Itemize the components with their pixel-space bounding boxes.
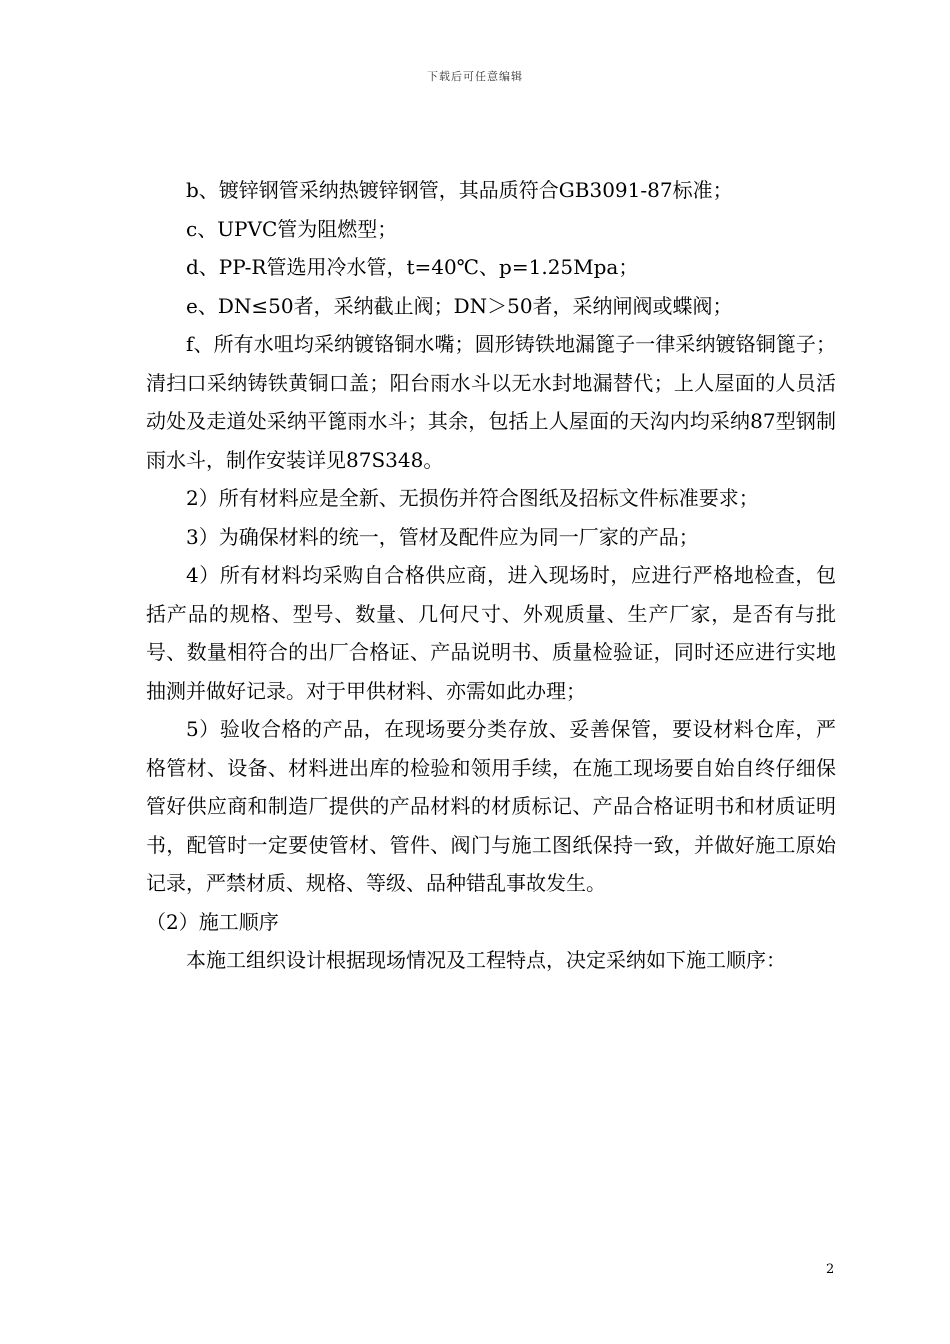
paragraph-point-4: 4）所有材料均采购自合格供应商，进入现场时，应进行严格地检查，包括产品的规格、型号、数量、几何尺寸、外观质量、生产厂家，是否有与批号、数量相符合的出厂合格证、产品说明书、质量检验证，同时还应进行实地抽测并做好记录。对于甲供材料、亦需如此办理； — [146, 563, 836, 703]
paragraph-point-3: 3）为确保材料的统一，管材及配件应为同一厂家的产品； — [186, 524, 699, 549]
document-body — [146, 171, 836, 980]
paragraph-point-5: 5）验收合格的产品，在现场要分类存放、妥善保管，要设材料仓库，严格管材、设备、材料进出库的检验和领用手续，在施工现场要自始自终仔细保管好供应商和制造厂提供的产品材料的材质标记、产品合格证明书和材质证明书，配管时一定要使管材、管件、阀门与施工图纸保持一致，并做好施工原始记录，严禁材质、规格、等级、品种错乱事故发生。 — [146, 717, 836, 895]
paragraph-item-b: b、镀锌钢管采纳热镀锌钢管，其品质符合GB3091-87标准； — [186, 178, 733, 202]
paragraph-item-e: e、DN≤50者，采纳截止阀；DN＞50者，采纳闸阀或蝶阀； — [186, 293, 733, 318]
paragraph-item-f: f、所有水咀均采纳镀铬铜水嘴；圆形铸铁地漏篦子一律采纳镀铬铜篦子；清扫口采纳铸铁黄铜口盖；阳台雨水斗以无水封地漏替代；上人屋面的人员活动处及走道处采纳平篦雨水斗；其余，包括上人屋面的天沟内均采纳87型钢制雨水斗，制作安装详见87S348。 — [146, 332, 836, 472]
paragraph-item-d: d、PP-R管选用冷水管，t=40℃、p=1.25Mpa； — [186, 255, 639, 279]
paragraph-construction-order: 本施工组织设计根据现场情况及工程特点，决定采纳如下施工顺序： — [186, 948, 786, 972]
section-heading: （2）施工顺序 — [146, 909, 279, 934]
page-header: 下载后可任意编辑 — [427, 70, 523, 83]
page-number: 2 — [826, 1262, 835, 1277]
paragraph-point-2: 2）所有材料应是全新、无损伤并符合图纸及招标文件标准要求； — [186, 486, 759, 510]
paragraph-item-c: c、UPVC管为阻燃型； — [186, 216, 398, 241]
